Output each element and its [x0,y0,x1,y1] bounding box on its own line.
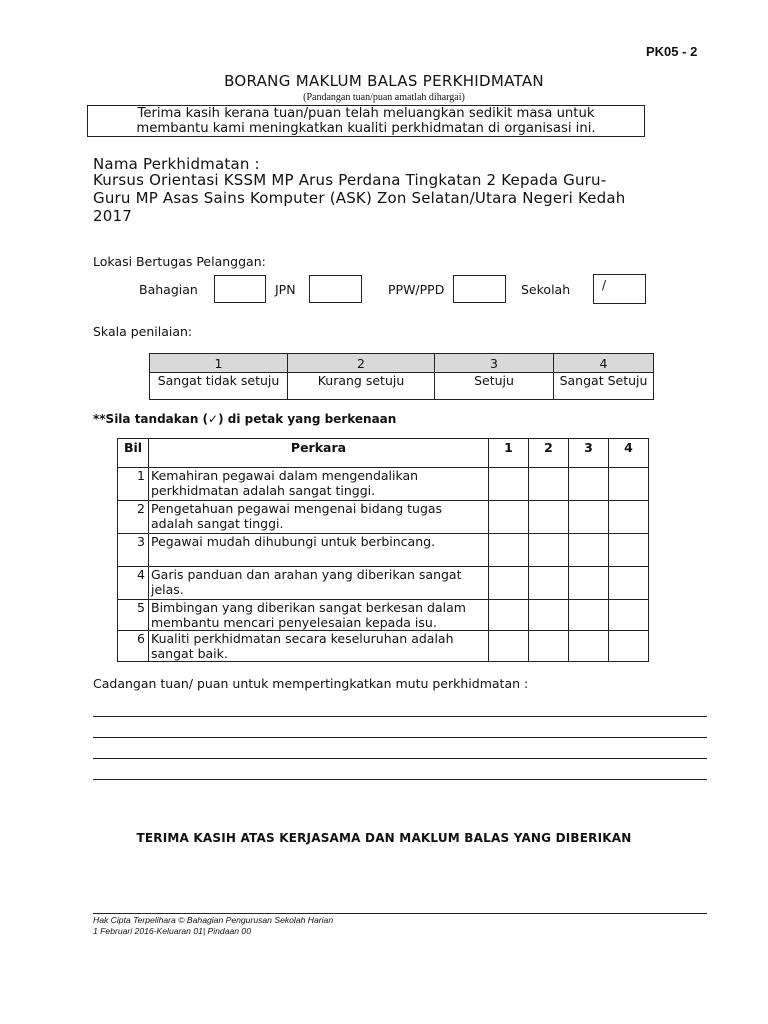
jpn-label: JPN [275,282,296,297]
row-statement [149,534,489,567]
scale-description: Setuju [435,373,554,400]
scale-table [149,353,654,400]
rating-cell-3[interactable] [569,468,609,501]
table-row [118,567,649,600]
rating-cell-2[interactable] [529,468,569,501]
row-number: 1 [118,468,149,501]
row-number: 4 [118,567,149,600]
scale-number: 1 [150,354,288,373]
row-number: 2 [118,501,149,534]
scale-number: 4 [554,354,654,373]
rating-cell-3[interactable] [569,631,609,662]
row-statement-line: Pengetahuan pegawai mengenai bidang tugas [151,501,443,516]
row-statement [149,567,489,600]
rating-cell-4[interactable] [609,567,649,600]
scale-label: Skala penilaian: [93,324,193,339]
row-statement-line: perkhidmatan adalah sangat tinggi. [151,483,376,498]
suggestion-label: Cadangan tuan/ puan untuk mempertingkatkan mutu perkhidmatan : [93,676,529,691]
suggestion-line-4[interactable] [93,779,707,780]
footer-divider [93,913,707,914]
service-name [93,171,713,225]
form-title: BORANG MAKLUM BALAS PERKHIDMATAN [224,72,544,90]
row-statement-line: Garis panduan dan arahan yang diberikan sangat [151,567,462,582]
table-row [118,631,649,662]
bahagian-label: Bahagian [139,282,198,297]
service-name-line-2: Guru MP Asas Sains Komputer (ASK) Zon Selatan/Utara Negeri Kedah [93,189,626,207]
rating-cell-2[interactable] [529,501,569,534]
rating-cell-1[interactable] [489,567,529,600]
table-row [118,600,649,631]
rating-cell-1[interactable] [489,501,529,534]
rating-cell-3[interactable] [569,600,609,631]
rating-cell-1[interactable] [489,631,529,662]
table-row [118,501,649,534]
row-statement [149,600,489,631]
thanks-box [87,105,645,137]
row-statement-line: Bimbingan yang diberikan sangat berkesan dalam [151,600,466,615]
rating-cell-3[interactable] [569,567,609,600]
location-label: Lokasi Bertugas Pelanggan: [93,254,266,269]
rating-cell-1[interactable] [489,468,529,501]
copyright-line-1: Hak Cipta Terpelihara © Bahagian Pengurusan Sekolah Harian [93,915,334,925]
header-score-1: 1 [489,439,529,468]
rating-cell-4[interactable] [609,600,649,631]
sekolah-label: Sekolah [521,282,571,297]
feedback-table [117,438,649,662]
copyright-line-2: 1 Februari 2016-Keluaran 01| Pindaan 00 [93,926,251,936]
row-statement [149,501,489,534]
closing-message: TERIMA KASIH ATAS KERJASAMA DAN MAKLUM BALAS YANG DIBERIKAN [136,831,632,845]
rating-cell-1[interactable] [489,600,529,631]
rating-cell-4[interactable] [609,631,649,662]
rating-cell-4[interactable] [609,468,649,501]
suggestion-line-1[interactable] [93,716,707,717]
row-statement [149,631,489,662]
scale-description: Sangat Setuju [554,373,654,400]
service-name-line-3: 2017 [93,207,132,225]
header-perkara: Perkara [149,439,489,468]
service-name-line-1: Kursus Orientasi KSSM MP Arus Perdana Tingkatan 2 Kepada Guru- [93,171,607,189]
rating-cell-2[interactable] [529,567,569,600]
scale-description: Kurang setuju [288,373,435,400]
row-statement-line: Kualiti perkhidmatan secara keseluruhan adalah [151,631,454,646]
thanks-line-1: Terima kasih kerana tuan/puan telah meluangkan sedikit masa untuk [137,106,595,121]
sekolah-box[interactable]: / [593,274,646,304]
header-score-4: 4 [609,439,649,468]
table-row [118,534,649,567]
header-score-2: 2 [529,439,569,468]
rating-cell-3[interactable] [569,501,609,534]
row-statement-line: jelas. [151,582,184,597]
scale-description: Sangat tidak setuju [150,373,288,400]
row-statement [149,468,489,501]
scale-number: 2 [288,354,435,373]
rating-cell-1[interactable] [489,534,529,567]
row-statement-line: membantu mencari penyelesaian kepada isu. [151,615,437,630]
jpn-box[interactable] [309,275,362,303]
header-score-3: 3 [569,439,609,468]
row-number: 3 [118,534,149,567]
rating-cell-2[interactable] [529,534,569,567]
rating-cell-4[interactable] [609,534,649,567]
rating-cell-2[interactable] [529,600,569,631]
rating-cell-2[interactable] [529,631,569,662]
ppw-label: PPW/PPD [388,282,445,297]
service-label: Nama Perkhidmatan : [93,155,260,173]
table-row [118,468,649,501]
rating-cell-4[interactable] [609,501,649,534]
rating-cell-3[interactable] [569,534,609,567]
bahagian-box[interactable] [214,275,266,303]
copyright-notice [93,915,333,937]
row-statement-line: Pegawai mudah dihubungi untuk berbincang. [151,534,436,549]
row-statement-line: Kemahiran pegawai dalam mengendalikan [151,468,419,483]
suggestion-line-3[interactable] [93,758,707,759]
row-statement-line: sangat baik. [151,646,228,661]
thanks-line-2: membantu kami meningkatkan kualiti perkhidmatan di organisasi ini. [136,121,596,136]
ppw-box[interactable] [453,275,506,303]
row-number: 6 [118,631,149,662]
form-subtitle: (Pandangan tuan/puan amatlah dihargai) [303,92,465,103]
instruction: **Sila tandakan (✓) di petak yang berkenaan [93,412,397,426]
row-statement-line: adalah sangat tinggi. [151,516,284,531]
header-bil: Bil [118,439,149,468]
row-number: 5 [118,600,149,631]
suggestion-line-2[interactable] [93,737,707,738]
form-code: PK05 - 2 [646,44,698,59]
scale-number: 3 [435,354,554,373]
